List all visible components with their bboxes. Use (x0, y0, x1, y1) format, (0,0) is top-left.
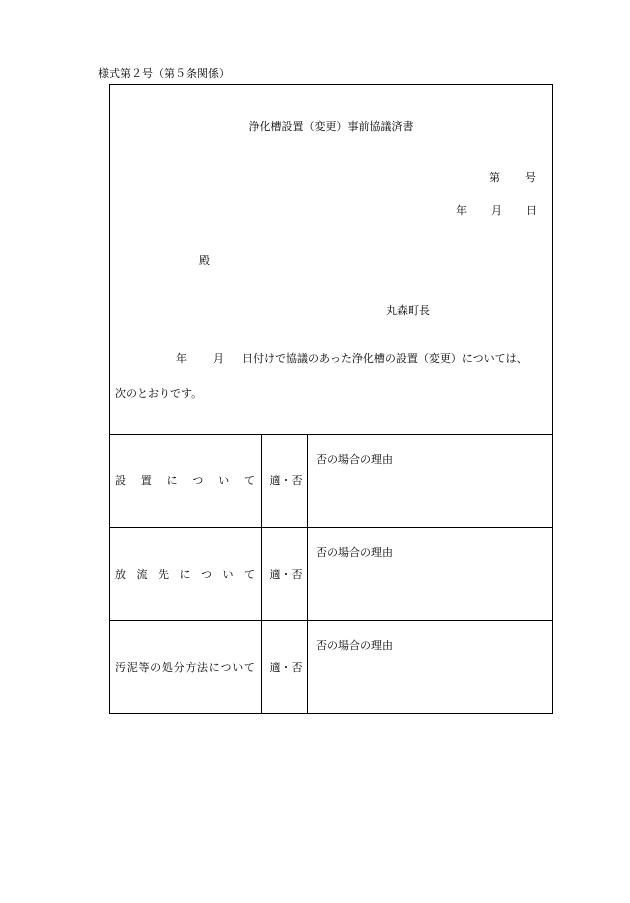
table-row-divider (110, 527, 552, 528)
body-year-label: 年 (176, 352, 187, 365)
table-top-border (110, 434, 552, 435)
row-label-sludge: 汚 泥 等 の 処 分 方 法 に つ い て (115, 661, 255, 674)
row-label-discharge: 放 流 先 に つ い て (115, 568, 255, 581)
table-column-divider (261, 434, 262, 714)
reason-label: 否の場合の理由 (316, 639, 393, 652)
judgment-field[interactable]: 適・否 (269, 568, 303, 581)
date-month-label: 月 (491, 204, 502, 217)
body-text-line1 (176, 353, 528, 364)
number-label: 第 (489, 171, 500, 184)
body-month-label: 月 (213, 352, 224, 365)
reason-label: 否の場合の理由 (316, 546, 393, 559)
judgment-field[interactable]: 適・否 (269, 474, 303, 487)
addressee-suffix: 殿 (199, 254, 210, 267)
judgment-field[interactable]: 適・否 (269, 661, 303, 674)
row-label-installation: 設 置 に つ い て (115, 474, 255, 487)
table-row-divider (110, 620, 552, 621)
date-year-label: 年 (456, 204, 467, 217)
number-suffix: 号 (525, 171, 536, 184)
body-text-rest: 日付けで協議のあった浄化槽の設置（変更）については、 (242, 352, 528, 365)
document-frame (109, 84, 553, 714)
document-title: 浄化槽設置（変更）事前協議済書 (248, 120, 414, 133)
body-text-line2: 次のとおりです。 (115, 387, 203, 400)
form-number-label: 様式第２号（第５条関係） (98, 67, 230, 80)
issuer-name: 丸森町長 (386, 304, 430, 317)
reason-label: 否の場合の理由 (316, 453, 393, 466)
date-day-label: 日 (526, 204, 537, 217)
